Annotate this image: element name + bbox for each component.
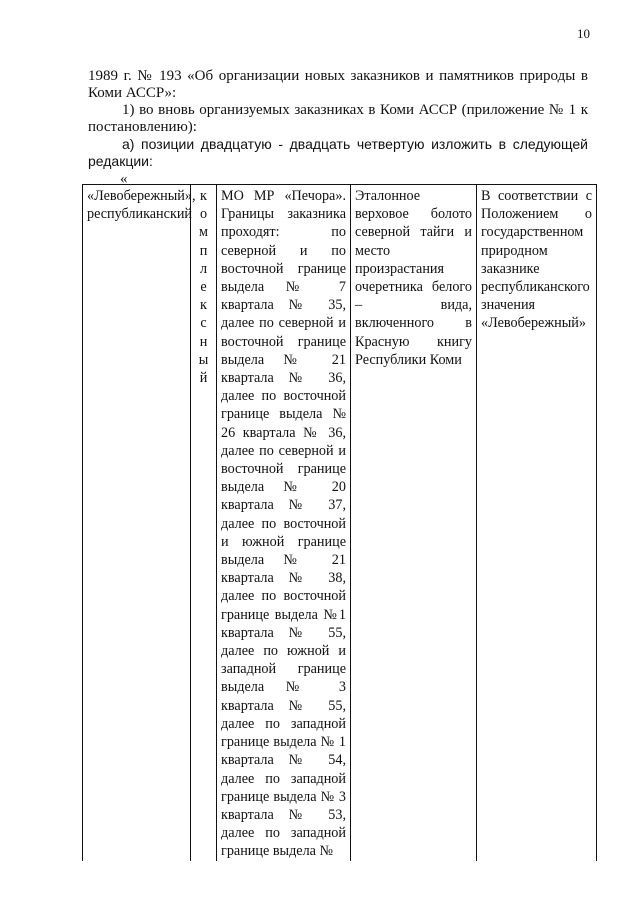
reserve-profile-vertical-text [191,187,216,387]
table-row [83,185,597,861]
profile-letter: ы [198,351,209,368]
reserve-regime-cell: В соответствии с Положением о государственном природном заказнике республиканского значения «Левобережный» [477,185,597,861]
intro-paragraph-2: 1) во вновь организуемых заказниках в Коми АССР (приложение № 1 к постановлению): [88,102,588,135]
profile-letter: е [200,278,207,295]
profile-letter: м [199,224,208,241]
profile-letter: к [200,297,207,314]
reserve-name-cell: «Левобережный», республиканский [83,185,191,861]
intro-paragraph-1: 1989 г. № 193 «Об организации новых заказников и памятников природы в Коми АССР»: [88,68,588,101]
profile-letter: с [200,315,207,332]
reserve-location-cell: МО МР «Печора». Границы заказника проходят: по северной и по восточной границе выдела № 7 квартала № 35, далее по северной и восточной границе выдела № 21 квартала № 36, далее по восточной границе выдела № 26 квартала № 36, далее по северной и восточной границе выдела № 20 квартала № 37, далее по восточной и южной границе выдела № 21 квартала № 38, далее по восточной границе выдела №1 квартала № 55, далее по южной и западной границе выдела № 3 квартала № 55, далее по западной границе выдела № 1 квартала № 54, далее по западной границе выдела № 3 квартала № 53, далее по западной границе выдела № [217,185,351,861]
profile-letter: й [199,369,208,386]
open-quote-mark: « [120,171,128,187]
reserve-purpose-cell: Эталонное верховое болото северной тайги и место произрастания очеретника белого – вида, включенного в Красную книгу Республики Коми [351,185,477,861]
intro-paragraph-3: а) позиции двадцатую - двадцать четвертую изложить в следующей редакции: [88,136,588,169]
profile-letter: к [200,188,207,204]
profile-letter: н [199,333,208,350]
reserves-table [82,184,597,861]
reserve-profile-cell [191,185,217,861]
profile-letter: л [199,260,208,277]
profile-letter: п [199,242,208,259]
profile-letter: о [199,206,208,223]
page-number: 10 [577,26,590,41]
